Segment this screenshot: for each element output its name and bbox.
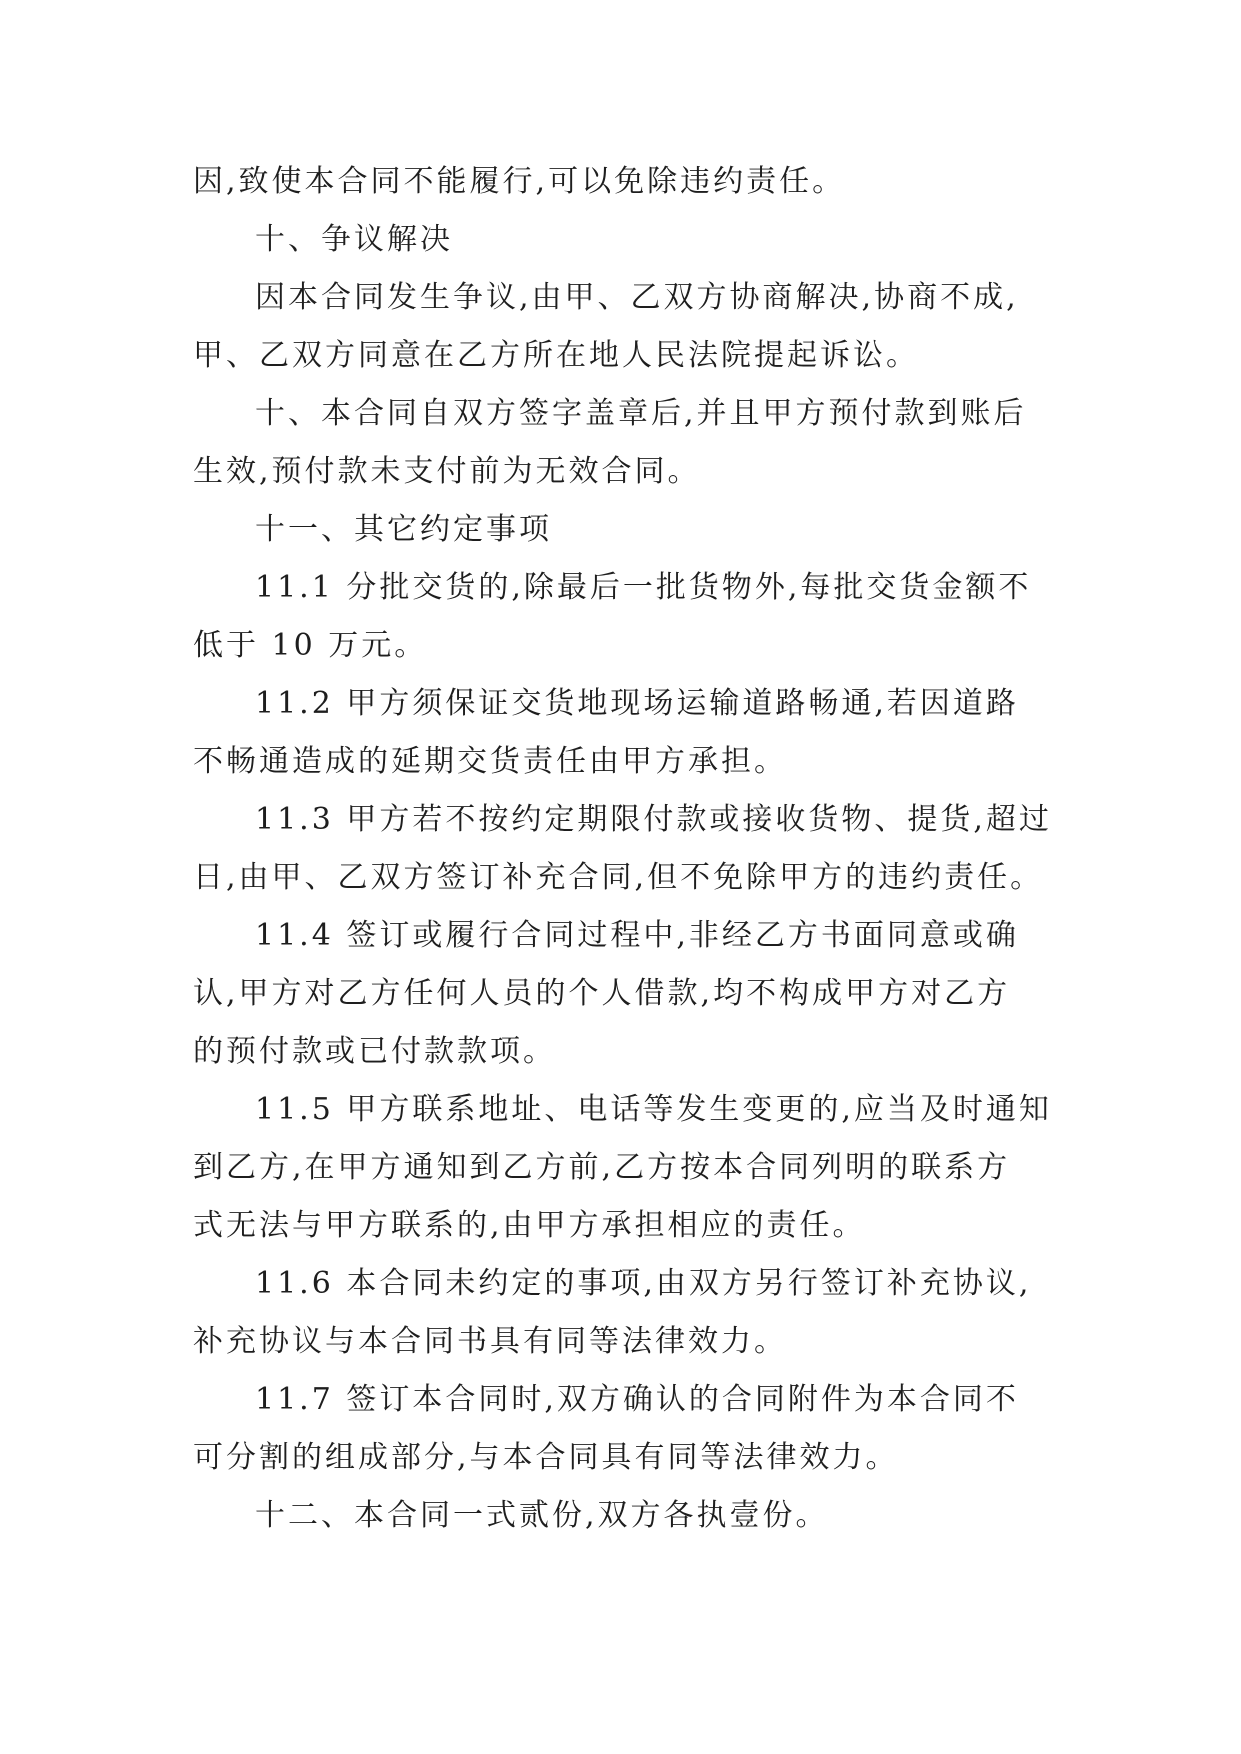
section-heading-copies: 十二、本合同一式贰份,双方各执壹份。 [255, 1498, 829, 1533]
clause-11-1: 11.1 分批交货的,除最后一批货物外,每批交货金额不 [255, 570, 1032, 605]
text-line: 补充协议与本合同书具有同等法律效力。 [193, 1324, 787, 1359]
text-line: 因,致使本合同不能履行,可以免除违约责任。 [193, 164, 846, 199]
text-line: 到乙方,在甲方通知到乙方前,乙方按本合同列明的联系方 [193, 1150, 1011, 1185]
text-line: 甲、乙双方同意在乙方所在地人民法院提起诉讼。 [193, 338, 919, 373]
text-line: 十、本合同自双方签字盖章后,并且甲方预付款到账后 [255, 396, 1027, 431]
text-line: 的预付款或已付款款项。 [193, 1034, 556, 1069]
clause-11-2: 11.2 甲方须保证交货地现场运输道路畅通,若因道路 [255, 686, 1019, 721]
text-line: 式无法与甲方联系的,由甲方承担相应的责任。 [193, 1208, 866, 1243]
text-line: 日,由甲、乙双方签订补充合同,但不免除甲方的违约责任。 [193, 860, 1044, 895]
section-heading-other-matters: 十一、其它约定事项 [255, 512, 552, 547]
text-line: 因本合同发生争议,由甲、乙双方协商解决,协商不成, [255, 280, 1019, 315]
document-body [193, 153, 1061, 1545]
clause-11-7: 11.7 签订本合同时,双方确认的合同附件为本合同不 [255, 1382, 1019, 1417]
text-line: 认,甲方对乙方任何人员的个人借款,均不构成甲方对乙方 [193, 976, 1011, 1011]
clause-11-3: 11.3 甲方若不按约定期限付款或接收货物、提货,超过 [255, 802, 1052, 837]
clause-11-5: 11.5 甲方联系地址、电话等发生变更的,应当及时通知 [255, 1092, 1052, 1127]
clause-11-6: 11.6 本合同未约定的事项,由双方另行签订补充协议, [255, 1266, 1032, 1301]
clause-11-4: 11.4 签订或履行合同过程中,非经乙方书面同意或确 [255, 918, 1019, 953]
text-line: 低于 10 万元。 [193, 628, 428, 663]
text-line: 可分割的组成部分,与本合同具有同等法律效力。 [193, 1440, 899, 1475]
text-line: 不畅通造成的延期交货责任由甲方承担。 [193, 744, 787, 779]
section-heading-dispute-resolution: 十、争议解决 [255, 222, 453, 257]
text-line: 生效,预付款未支付前为无效合同。 [193, 454, 701, 489]
